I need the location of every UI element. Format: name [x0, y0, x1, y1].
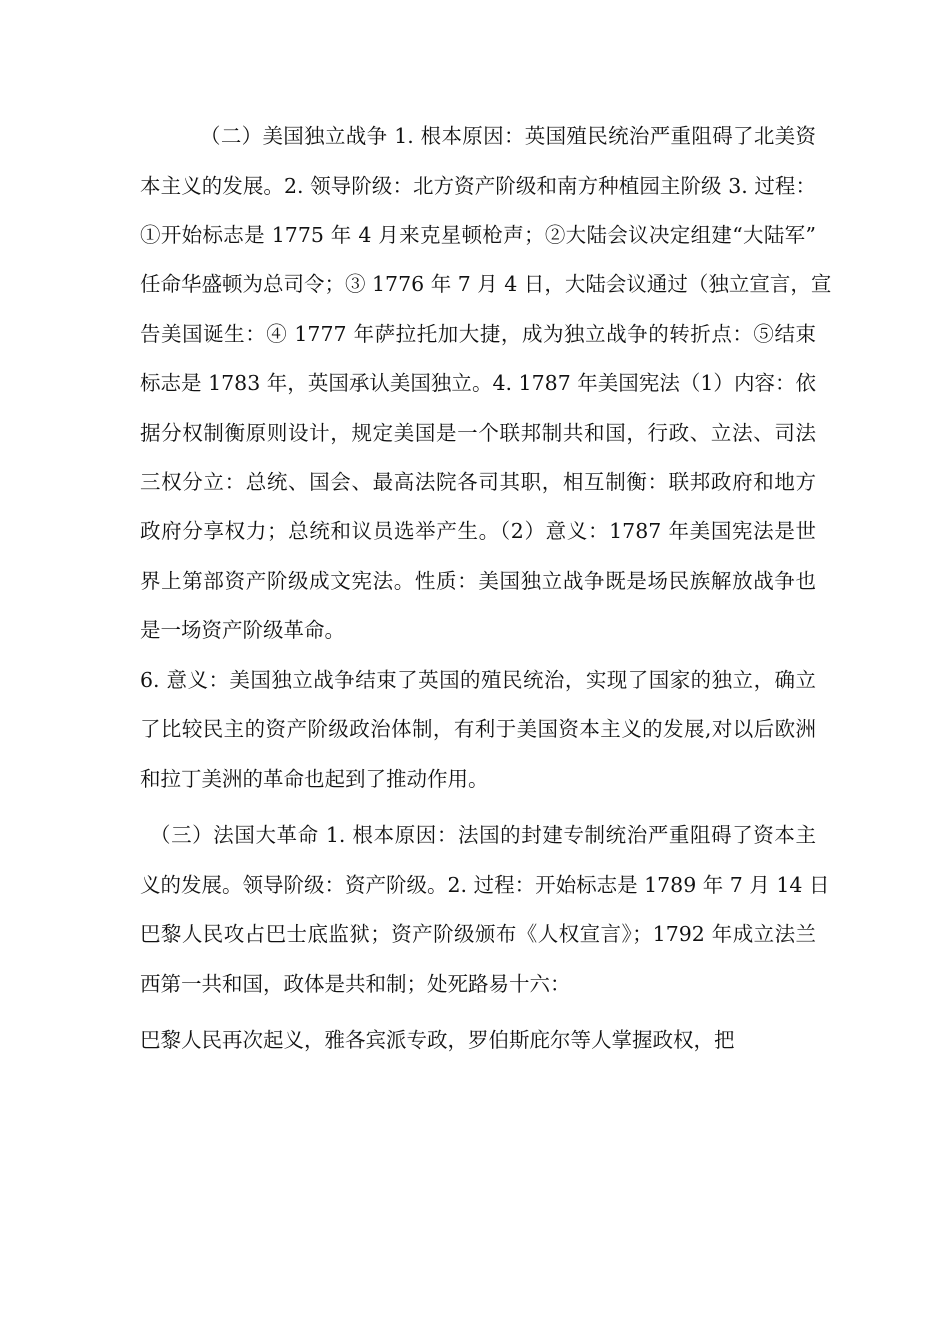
- text-line: 任命华盛顿为总司令；③ 1776 年 7 月 4 日，大陆会议通过（独立宣言，宣: [140, 272, 832, 296]
- text-line: 巴黎人民再次起义，雅各宾派专政，罗伯斯庇尔等人掌握政权，把: [140, 1028, 735, 1052]
- text-line: 界上第部资产阶级成文宪法。性质：美国独立战争既是场民族解放战争也: [140, 569, 816, 593]
- text-line: （三）法国大革命 1. 根本原因：法国的封建专制统治严重阻碍了资本主: [150, 823, 816, 847]
- text-line: 本主义的发展。2. 领导阶级：北方资产阶级和南方种植园主阶级 3. 过程：: [140, 174, 816, 198]
- text-line: 是一场资产阶级革命。: [140, 618, 345, 642]
- text-line: 6. 意义：美国独立战争结束了英国的殖民统治，实现了国家的独立，确立: [140, 668, 816, 692]
- text-line: 告美国诞生：④ 1777 年萨拉托加大捷，成为独立战争的转折点：⑤结束: [140, 322, 816, 346]
- text-line: 了比较民主的资产阶级政治体制，有利于美国资本主义的发展,对以后欧洲: [140, 717, 816, 741]
- text-line: 和拉丁美洲的革命也起到了推动作用。: [140, 767, 489, 791]
- text-line: 政府分享权力；总统和议员选举产生。（2）意义：1787 年美国宪法是世: [140, 519, 816, 543]
- text-line: 巴黎人民攻占巴士底监狱；资产阶级颁布《人权宣言》；1792 年成立法兰: [140, 922, 816, 946]
- text-line: 西第一共和国，政体是共和制；处死路易十六：: [140, 972, 571, 996]
- text-line: 三权分立：总统、国会、最高法院各司其职，相互制衡：联邦政府和地方: [140, 470, 816, 494]
- text-line: 义的发展。领导阶级：资产阶级。2. 过程：开始标志是 1789 年 7 月 14 日: [140, 873, 830, 897]
- text-line: （二）美国独立战争 1. 根本原因：英国殖民统治严重阻碍了北美资: [200, 124, 816, 148]
- text-line: 标志是 1783 年，英国承认美国独立。4. 1787 年美国宪法（1）内容：依: [140, 371, 816, 395]
- text-line: 据分权制衡原则设计，规定美国是一个联邦制共和国，行政、立法、司法: [140, 421, 816, 445]
- text-line: ①开始标志是 1775 年 4 月来克星顿枪声；②大陆会议决定组建“大陆军”: [140, 223, 816, 247]
